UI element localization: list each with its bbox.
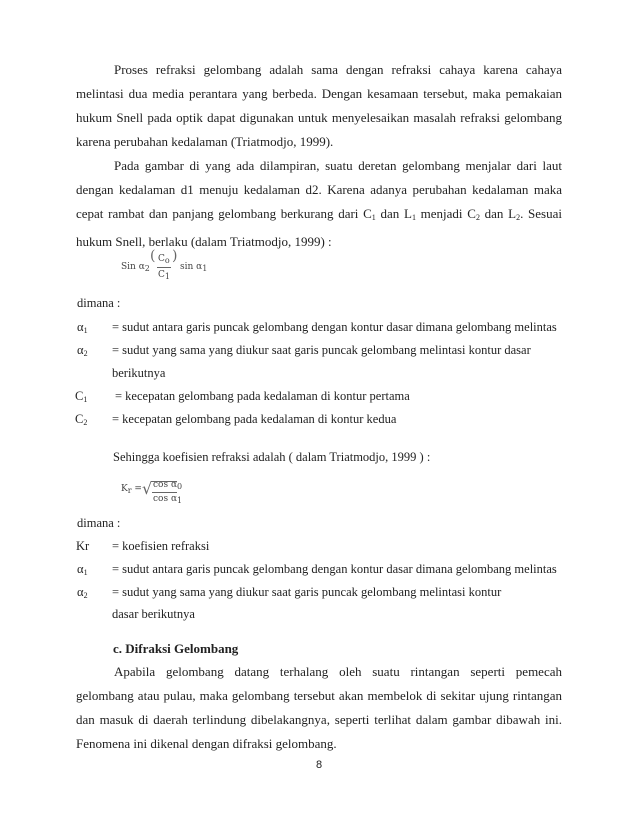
p2-sub-1b: 1: [411, 213, 416, 222]
dimana-label-1: dimana :: [77, 296, 121, 310]
formula2-denominator: $\cos \alpha_1$: [153, 494, 183, 505]
formula1-fraction-bar: [157, 267, 171, 268]
def1-text-alpha1: = sudut antara garis puncak gelombang dengan kontur dasar dimana gelombang melintas: [112, 320, 557, 334]
p2-text-1: Pada gambar di yang ada dilampiran, suatu deretan gelombang menjalar dari laut dengan kedalaman d1 menuju kedalaman d2. Karena adanya perubahan kedalaman maka cepat rambat dan panjang gelombang berkurang dari C: [76, 158, 562, 221]
paragraph-snell: [76, 154, 562, 254]
formula1-paren-left: (: [150, 248, 156, 264]
def2-text-alpha2-cont: dasar berikutnya: [112, 607, 195, 621]
def1-sym-c1: $C_1$: [75, 389, 88, 404]
formula2-lhs: $K_r$ =: [121, 484, 142, 495]
def1-text-c1: = kecepatan gelombang pada kedalaman di kontur pertama: [115, 389, 410, 403]
formula1-rhs: $\sin \alpha_1$: [180, 262, 208, 273]
section-heading-difraksi: c. Difraksi Gelombang: [113, 641, 239, 656]
paragraph-diffraction: Apabila gelombang datang terhalang oleh suatu rintangan seperti pemecah gelombang atau pulau, maka gelombang tersebut akan membelok di sekitar ujung rintangan dan masuk di daerah terlindung dibelakangnya, seperti terlihat dalam gambar dibawah ini. Fenomena ini dikenal dengan difraksi gelombang.: [76, 664, 562, 751]
dimana-label-2: dimana :: [77, 516, 121, 530]
page-number: 8: [315, 759, 323, 771]
def1-sym-alpha2: $\alpha_2$: [77, 343, 88, 358]
p2-sub-2b: 2: [516, 213, 521, 222]
formula1-paren-right: ): [172, 248, 178, 264]
def2-sym-alpha1: $\alpha_1$: [77, 562, 88, 577]
def1-text-alpha2: = sudut yang sama yang diukur saat garis puncak gelombang melintasi kontur dasar: [112, 343, 531, 357]
formula2-sqrt-sign: √: [142, 479, 153, 498]
formula1-denominator: $C_1$: [158, 270, 170, 281]
paragraph-refraction-intro: Proses refraksi gelombang adalah sama dengan refraksi cahaya karena cahaya melintasi dua media perantara yang berbeda. Dengan kesamaan tersebut, maka pemakaian hukum Snell pada optik dapat digunakan untuk menyelesaikan masalah refraksi gelombang karena perubahan kedalaman (Triatmodjo, 1999).: [76, 62, 562, 149]
def2-text-kr: = koefisien refraksi: [112, 539, 210, 553]
def2-text-alpha1: = sudut antara garis puncak gelombang dengan kontur dasar dimana gelombang melintas: [112, 562, 557, 576]
formula2-fraction-bar: [152, 492, 177, 493]
formula1-lhs: Sin $\alpha_2$: [121, 262, 150, 273]
p2-text-5: . Sesuai hukum Snell, berlaku (dalam Triatmodjo, 1999) :: [76, 206, 563, 249]
def1-text-c2: = kecepatan gelombang pada kedalaman di kontur kedua: [112, 412, 397, 426]
def2-text-alpha2: = sudut yang sama yang diukur saat garis puncak gelombang melintasi kontur: [112, 585, 502, 599]
def1-sym-c2: $C_2$: [75, 412, 88, 427]
def1-sym-alpha1: $\alpha_1$: [77, 320, 88, 335]
p2-sub-1a: 1: [371, 213, 376, 222]
def1-text-alpha2-cont: berikutnya: [112, 366, 166, 380]
def2-sym-alpha2: $\alpha_2$: [77, 585, 88, 600]
p2-text-4: dan L: [479, 206, 517, 221]
p2-text-3: menjadi C: [415, 206, 476, 221]
p2-sub-2a: 2: [475, 213, 480, 222]
def2-sym-kr: Kr: [76, 539, 90, 553]
sehingga-line: Sehingga koefisien refraksi adalah ( dalam Triatmodjo, 1999 ) :: [113, 450, 431, 464]
p2-text-2: dan L: [375, 206, 412, 221]
formula2-numerator: $\cos \alpha_0$: [153, 480, 183, 491]
formula1-numerator: $C_o$: [158, 254, 170, 265]
